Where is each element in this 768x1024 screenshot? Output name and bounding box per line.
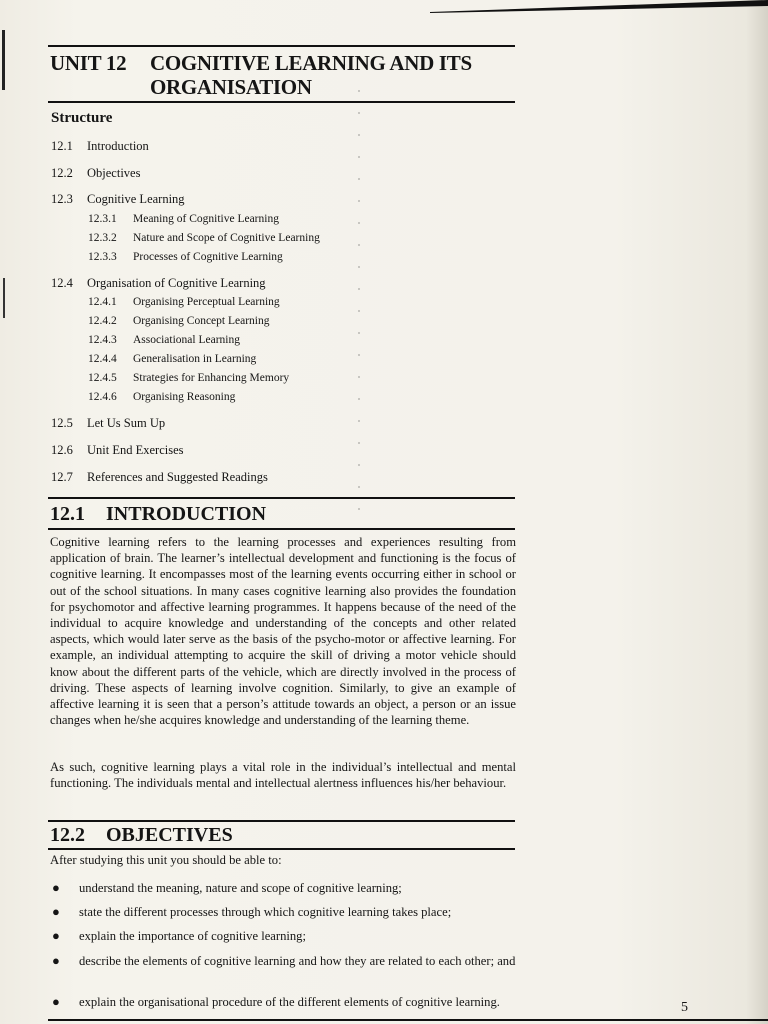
- toc-subitem: 12.3.1 Meaning of Cognitive Learning: [88, 213, 279, 225]
- section-heading-objectives: 12.2 OBJECTIVES: [50, 824, 233, 846]
- toc-item: 12.7 References and Suggested Readings: [51, 470, 268, 484]
- bullet-icon: ●: [52, 994, 60, 1009]
- toc-subitem: 12.4.6 Organising Reasoning: [88, 391, 236, 403]
- toc-item: 12.1 Introduction: [51, 139, 149, 153]
- structure-heading: Structure: [51, 110, 113, 126]
- bullet-icon: ●: [52, 904, 60, 919]
- toc-item: 12.4 Organisation of Cognitive Learning: [51, 276, 266, 290]
- objective-item: ● understand the meaning, nature and scope of cognitive learning;: [52, 880, 402, 895]
- objective-item: ● explain the importance of cognitive learning;: [52, 928, 306, 943]
- binding-mark: [3, 278, 5, 318]
- divider-rule: [48, 45, 515, 47]
- toc-subitem: 12.3.3 Processes of Cognitive Learning: [88, 251, 283, 263]
- unit-title: [50, 51, 520, 99]
- divider-rule: [48, 497, 515, 499]
- bullet-icon: ●: [52, 928, 60, 943]
- unit-title-line2: ORGANISATION: [150, 75, 312, 99]
- introduction-paragraph: Cognitive learning refers to the learning processes and experiences resulting from application of brain. The learner’s intellectual development and functioning is the focus of cognitive learning. It encompasses most of the learning events occurring either in school or out of the school situations. In many cases cognitive learning also provides the foundation for psychomotor and affective learning programmes. It happens because of the need of the individual to acquire knowledge and understanding of the concepts and other related aspects, which would later serve as the basis of the psycho-motor or affective learning. For example, an individual attempting to acquire the skill of driving a motor vehicle should know about the different parts of the vehicle, which are directly involved in the process of driving. These aspects of learning involve cognition. Similarly, to give an example of affective learning it is seen that a person’s attitude towards an object, a person or an issue changes when he/she acquires knowledge and understanding of the learning theme.: [50, 535, 516, 728]
- toc-item: 12.2 Objectives: [51, 166, 141, 180]
- toc-item: 12.5 Let Us Sum Up: [51, 416, 166, 430]
- bullet-icon: ●: [52, 953, 60, 968]
- scan-specks: [358, 90, 360, 510]
- divider-rule: [48, 528, 515, 530]
- toc-subitem: 12.4.1 Organising Perceptual Learning: [88, 296, 280, 308]
- toc-subitem: 12.4.2 Organising Concept Learning: [88, 315, 270, 327]
- page-number: 5: [681, 1000, 688, 1015]
- toc-item: 12.3 Cognitive Learning: [51, 192, 185, 206]
- page-bottom-rule: [48, 1019, 768, 1021]
- unit-number: UNIT 12: [50, 51, 127, 75]
- toc-subitem: 12.4.4 Generalisation in Learning: [88, 353, 257, 365]
- scan-shadow: [746, 0, 768, 1024]
- divider-rule: [48, 848, 515, 850]
- toc-subitem: 12.4.3 Associational Learning: [88, 334, 240, 346]
- divider-rule: [48, 820, 515, 822]
- objective-item: ● describe the elements of cognitive learning and how they are related to each other; and: [52, 953, 516, 968]
- scan-artifact-bar: [430, 0, 768, 14]
- toc-subitem: 12.3.2 Nature and Scope of Cognitive Learning: [88, 232, 320, 244]
- objectives-intro: After studying this unit you should be able to:: [50, 853, 282, 867]
- objective-item: ● state the different processes through which cognitive learning takes place;: [52, 904, 452, 919]
- binding-mark: [2, 30, 5, 90]
- introduction-paragraph: As such, cognitive learning plays a vital role in the individual’s intellectual and mental functioning. The individuals mental and intellectual alertness influences his/her behaviour.: [50, 760, 516, 791]
- divider-rule: [48, 101, 515, 103]
- unit-title-line1: COGNITIVE LEARNING AND ITS: [150, 51, 472, 75]
- section-heading-introduction: 12.1 INTRODUCTION: [50, 503, 267, 525]
- objective-item: ● explain the organisational procedure of the different elements of cognitive learning.: [52, 994, 500, 1009]
- toc-subitem: 12.4.5 Strategies for Enhancing Memory: [88, 372, 290, 384]
- bullet-icon: ●: [52, 880, 60, 895]
- toc-item: 12.6 Unit End Exercises: [51, 443, 184, 457]
